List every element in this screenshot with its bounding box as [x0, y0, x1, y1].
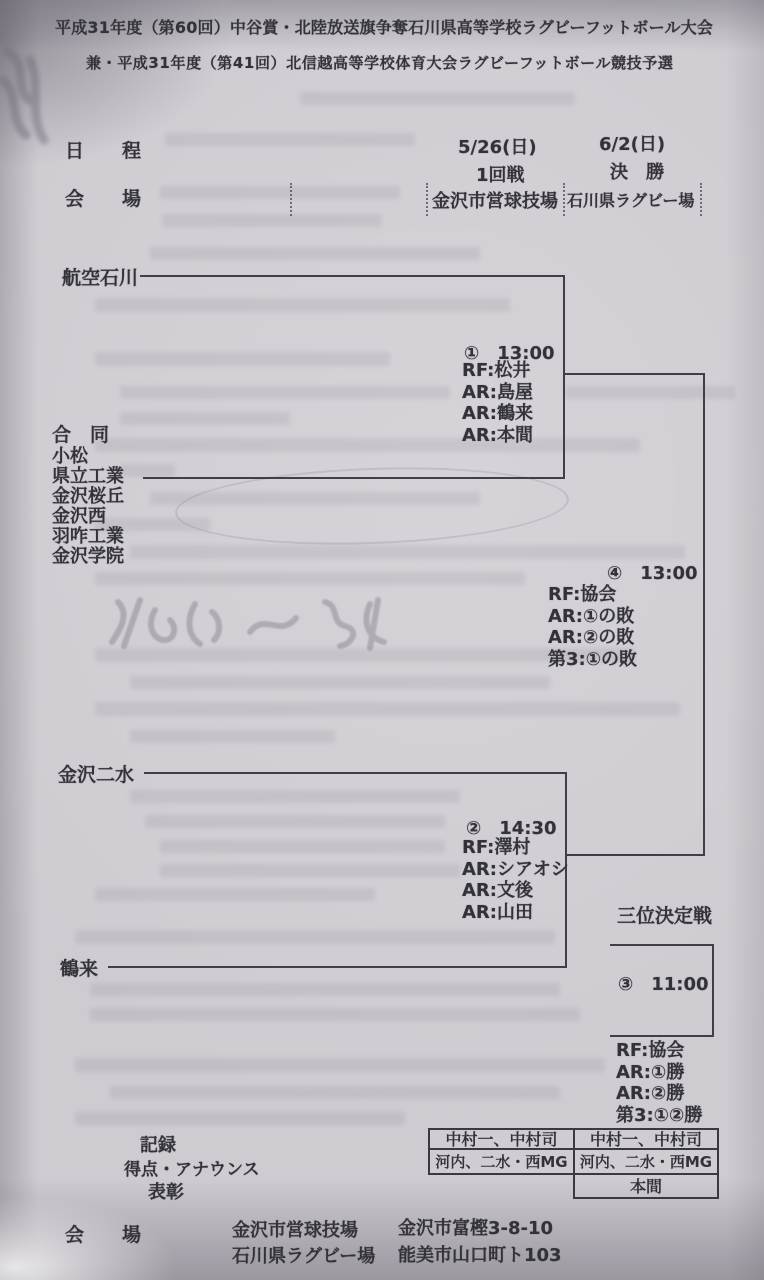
match3-officials [616, 1040, 702, 1126]
joint-team-member: 小松 [52, 446, 88, 467]
bleed-through-artifact [95, 352, 390, 366]
bleed-through-artifact [75, 1058, 605, 1072]
official-line: AR:文後 [462, 880, 533, 901]
bleed-through-artifact [75, 930, 555, 944]
bleed-through-artifact [165, 133, 415, 146]
match2-header: ② 14:30 [466, 818, 557, 839]
bleed-through-artifact [150, 247, 480, 260]
round1-date: 5/26(日) [458, 137, 537, 158]
third-place-bracket-bottom [610, 1035, 714, 1037]
bracket-line-team3 [144, 772, 567, 774]
bleed-through-artifact [110, 1086, 560, 1099]
venue-row-label: 会 場 [65, 188, 142, 210]
official-line: AR:②勝 [616, 1083, 685, 1104]
bracket-vertical-match1 [563, 275, 565, 479]
staff-cell-r1c2: 中村一、中村司 [573, 1128, 719, 1150]
bleed-through-artifact [160, 864, 460, 877]
venue-divider [290, 183, 292, 216]
joint-team-member: 金沢学院 [52, 546, 124, 567]
round1-name: 1回戦 [476, 165, 525, 186]
venue-address: 金沢市富樫3-8-10 [398, 1218, 554, 1239]
joint-team-member: 金沢桜丘 [52, 486, 124, 507]
official-line: AR:①の敗 [548, 605, 635, 627]
official-line: RF:協会 [548, 584, 617, 605]
official-line: 第3:①②勝 [616, 1104, 703, 1126]
bleed-through-artifact [565, 386, 735, 399]
official-line: AR:島屋 [462, 381, 533, 403]
official-line: AR:鶴来 [462, 403, 533, 424]
bleed-through-artifact [120, 412, 290, 425]
team-tsurugi: 鶴来 [60, 958, 99, 980]
bleed-through-artifact [130, 730, 335, 743]
bleed-through-artifact [130, 545, 685, 559]
venues-label: 会 場 [65, 1224, 142, 1246]
bleed-through-artifact [160, 186, 400, 199]
official-line: RF:松井 [462, 360, 531, 381]
staff-label-record: 記録 [140, 1135, 176, 1156]
bracket-winner1-line [563, 373, 705, 375]
page-subtitle: 兼・平成31年度（第41回）北信越高等学校体育大会ラグビーフットボール競技予選 [86, 54, 674, 72]
official-line: RF:協会 [616, 1040, 685, 1061]
bleed-through-artifact [90, 1008, 580, 1021]
bracket-vertical-final [703, 373, 705, 856]
final-venue: 石川県ラグビー場 [567, 191, 695, 210]
bleed-through-artifact [90, 983, 560, 996]
final-date: 6/2(日) [599, 134, 666, 155]
team-kanazawa-nisui: 金沢二水 [58, 764, 135, 786]
official-line: AR:本間 [462, 424, 533, 446]
joint-team-member: 羽咋工業 [52, 526, 124, 547]
match4-officials [548, 584, 637, 670]
final-name: 決 勝 [610, 162, 664, 183]
venue-divider [426, 183, 428, 216]
joint-team-member: 県立工業 [52, 466, 124, 487]
match1-officials [462, 360, 533, 446]
official-line: RF:澤村 [462, 837, 531, 858]
bleed-through-artifact [95, 888, 375, 901]
handwriting-artifact [100, 592, 410, 656]
bleed-through-artifact [95, 298, 510, 312]
bleed-through-artifact [300, 92, 575, 105]
venue-address: 能美市山口町ト103 [398, 1245, 562, 1266]
bleed-through-artifact [75, 1112, 405, 1125]
page-title: 平成31年度（第60回）中谷賞・北陸放送旗争奪石川県高等学校ラグビーフットボール大会 [55, 18, 714, 37]
match4-header: ④ 13:00 [607, 563, 698, 584]
venue-divider [700, 183, 702, 216]
venue-name: 石川県ラグビー場 [232, 1246, 376, 1267]
staff-cell-r1c1: 中村一、中村司 [428, 1128, 575, 1150]
venue-divider [563, 183, 565, 216]
staff-cell-r2c2: 河内、二水・西MG [573, 1148, 719, 1175]
bracket-line-team4 [108, 966, 567, 968]
match2-officials [462, 837, 569, 923]
bleed-through-artifact [145, 815, 445, 828]
joint-team-member: 金沢西 [52, 506, 106, 527]
official-line: AR:山田 [462, 901, 533, 923]
official-line: AR:シアオシ [462, 858, 569, 880]
bleed-through-artifact [95, 438, 640, 452]
bleed-through-artifact [162, 214, 382, 227]
third-place-bracket-top [610, 944, 714, 946]
official-line: AR:②の敗 [548, 627, 635, 648]
official-line: 第3:①の敗 [548, 648, 637, 670]
staff-cell-r2c1: 河内、二水・西MG [428, 1148, 575, 1175]
team-kokuishikawa: 航空石川 [62, 267, 139, 289]
bracket-line-team2 [143, 477, 565, 479]
venue-name: 金沢市営球技場 [232, 1220, 358, 1241]
staff-label-award: 表彰 [148, 1182, 184, 1203]
third-place-bracket-right [712, 944, 714, 1037]
bleed-through-artifact [130, 676, 550, 689]
stamp-artifact [174, 461, 570, 551]
bracket-line-team1 [140, 275, 564, 277]
bleed-through-artifact [120, 464, 175, 477]
schedule-label: 日 程 [65, 140, 142, 162]
third-place-title: 三位決定戦 [617, 905, 713, 927]
match3-header: ③ 11:00 [618, 974, 709, 995]
bleed-through-artifact [95, 702, 680, 716]
staff-cell-r3c2: 本間 [573, 1173, 719, 1199]
round1-venue: 金沢市営球技場 [432, 191, 558, 212]
bleed-through-artifact [130, 790, 460, 803]
bracket-winner2-line [565, 854, 705, 856]
bleed-through-artifact [160, 840, 445, 853]
bleed-through-artifact [120, 386, 450, 399]
joint-team-label: 合 同 [52, 424, 110, 446]
bleed-through-artifact [95, 572, 525, 585]
match1-header: ① 13:00 [464, 343, 555, 364]
official-line: AR:①勝 [616, 1061, 685, 1083]
staff-label-score-announce: 得点・アナウンス [124, 1160, 260, 1180]
